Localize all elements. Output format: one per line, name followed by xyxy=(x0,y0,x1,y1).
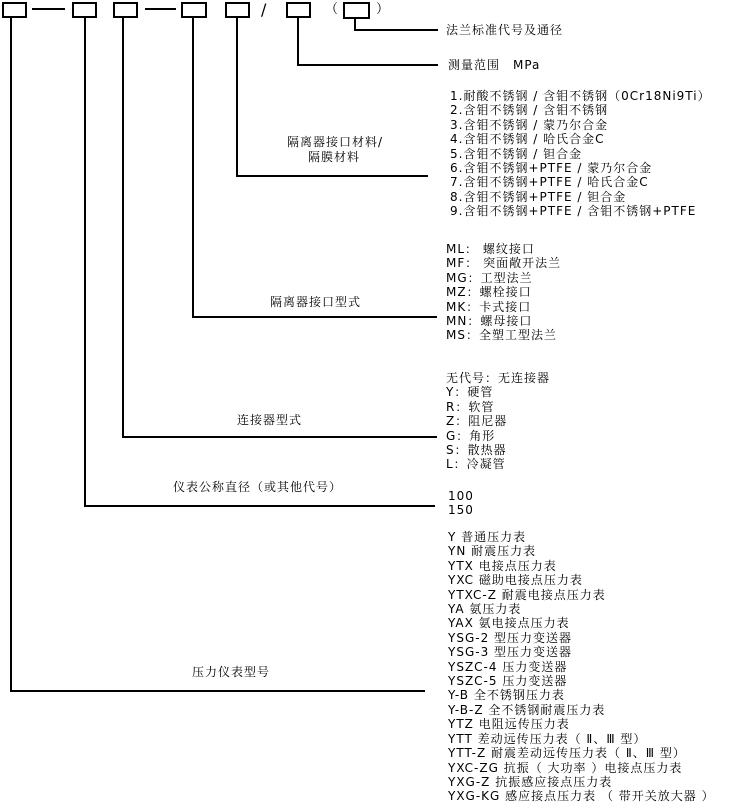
list-item: YXG-Z 抗振感应接点压力表 xyxy=(448,774,613,789)
list-item: MZ：螺栓接口 xyxy=(446,285,532,300)
list-item: 无代号：无连接器 xyxy=(446,371,551,385)
list-item: YTT-Z 耐震差动远传压力表（ Ⅱ、Ⅲ 型） xyxy=(448,746,686,761)
range-label: 测量范围 MPa xyxy=(448,58,541,72)
list-item: MS：全塑工型法兰 xyxy=(446,328,557,343)
dash-separator xyxy=(32,8,65,10)
code-box-connector xyxy=(113,2,138,18)
list-item: Y-B-Z 全不锈钢耐震压力表 xyxy=(448,702,606,717)
list-item: YSZC-4 压力变送器 xyxy=(448,659,568,674)
list-item: L：冷凝管 xyxy=(446,457,506,472)
list-item: Y 普通压力表 xyxy=(448,530,527,544)
list-item: YTX 电接点压力表 xyxy=(448,558,557,573)
code-box-flange xyxy=(343,2,370,19)
list-item: YXC-ZG 抗振（ 大功率 ）电接点压力表 xyxy=(448,760,683,775)
list-item: R：软管 xyxy=(446,399,495,414)
list-item: 7.含钼不锈钢+PTFE / 哈氏合金C xyxy=(450,175,649,190)
material-label-line2: 隔膜材料 xyxy=(308,150,361,164)
list-item: 2.含钼不锈钢 / 含钼不锈钢 xyxy=(450,103,609,118)
list-item: S：散热器 xyxy=(446,443,507,458)
list-item: YN 耐震压力表 xyxy=(448,544,537,559)
list-item: Z：阻尼器 xyxy=(446,414,508,429)
list-item: ML： 螺纹接口 xyxy=(446,242,535,256)
list-item: G：角形 xyxy=(446,428,496,443)
model-label: 压力仪表型号 xyxy=(192,665,271,679)
list-item: 8.含钼不锈钢+PTFE / 钽合金 xyxy=(450,189,627,204)
material-options-list xyxy=(450,89,711,219)
material-label-line1: 隔离器接口材料/ xyxy=(287,135,384,149)
code-box-interface xyxy=(181,2,207,18)
list-item: YTXC-Z 耐震电接点压力表 xyxy=(448,587,606,602)
interface-options-list xyxy=(446,242,561,343)
list-item: 150 xyxy=(448,503,474,518)
list-item: 5.含钼不锈钢 / 钽合金 xyxy=(450,146,583,161)
paren-open: （ xyxy=(325,2,339,17)
code-box-range xyxy=(286,2,311,18)
list-item: YSZC-5 压力变送器 xyxy=(448,674,568,689)
list-item: YAX 氨电接点压力表 xyxy=(448,616,570,631)
list-item: 1.耐酸不锈钢 / 含钼不锈钢（0Cr18Ni9Ti） xyxy=(450,89,711,103)
list-item: MF： 突面敞开法兰 xyxy=(446,256,562,271)
list-item: MK：卡式接口 xyxy=(446,299,532,314)
connector-options-list xyxy=(446,371,550,472)
list-item: MN：螺母接口 xyxy=(446,314,533,329)
list-item: Y-B 全不锈钢压力表 xyxy=(448,688,565,703)
list-item: YTT 差动远传压力表（ Ⅱ、Ⅲ 型） xyxy=(448,731,647,746)
list-item: YTZ 电阻远传压力表 xyxy=(448,717,570,732)
list-item: YA 氨压力表 xyxy=(448,602,522,617)
list-item: 9.含钼不锈钢+PTFE / 含钼不锈钢+PTFE xyxy=(450,204,697,219)
list-item: 100 xyxy=(448,489,474,503)
list-item: YSG-2 型压力变送器 xyxy=(448,630,573,645)
model-options-list xyxy=(448,530,715,802)
list-item: 6.含钼不锈钢+PTFE / 蒙乃尔合金 xyxy=(450,161,653,176)
list-item: YSG-3 型压力变送器 xyxy=(448,645,573,660)
list-item: YXC 磁助电接点压力表 xyxy=(448,573,583,588)
code-box-model xyxy=(2,2,27,18)
diameter-options-list xyxy=(448,489,474,518)
code-box-diameter xyxy=(72,2,97,18)
connector-label: 连接器型式 xyxy=(237,413,303,427)
interface-label: 隔离器接口型式 xyxy=(270,295,362,309)
slash-separator: / xyxy=(261,0,267,19)
diameter-label: 仪表公称直径（或其他代号） xyxy=(173,480,343,494)
list-item: YXG-KG 感应接点压力表 （ 带开关放大器 ） xyxy=(448,789,715,802)
list-item: 3.含钼不锈钢 / 蒙乃尔合金 xyxy=(450,117,609,132)
list-item: 4.含钼不锈钢 / 哈氏合金C xyxy=(450,132,605,147)
code-box-material xyxy=(225,2,250,18)
dash-separator xyxy=(145,8,176,10)
paren-close: ） xyxy=(376,2,390,17)
list-item: Y：硬管 xyxy=(446,385,494,400)
flange-label: 法兰标准代号及通径 xyxy=(446,23,564,37)
list-item: MG：工型法兰 xyxy=(446,270,533,285)
